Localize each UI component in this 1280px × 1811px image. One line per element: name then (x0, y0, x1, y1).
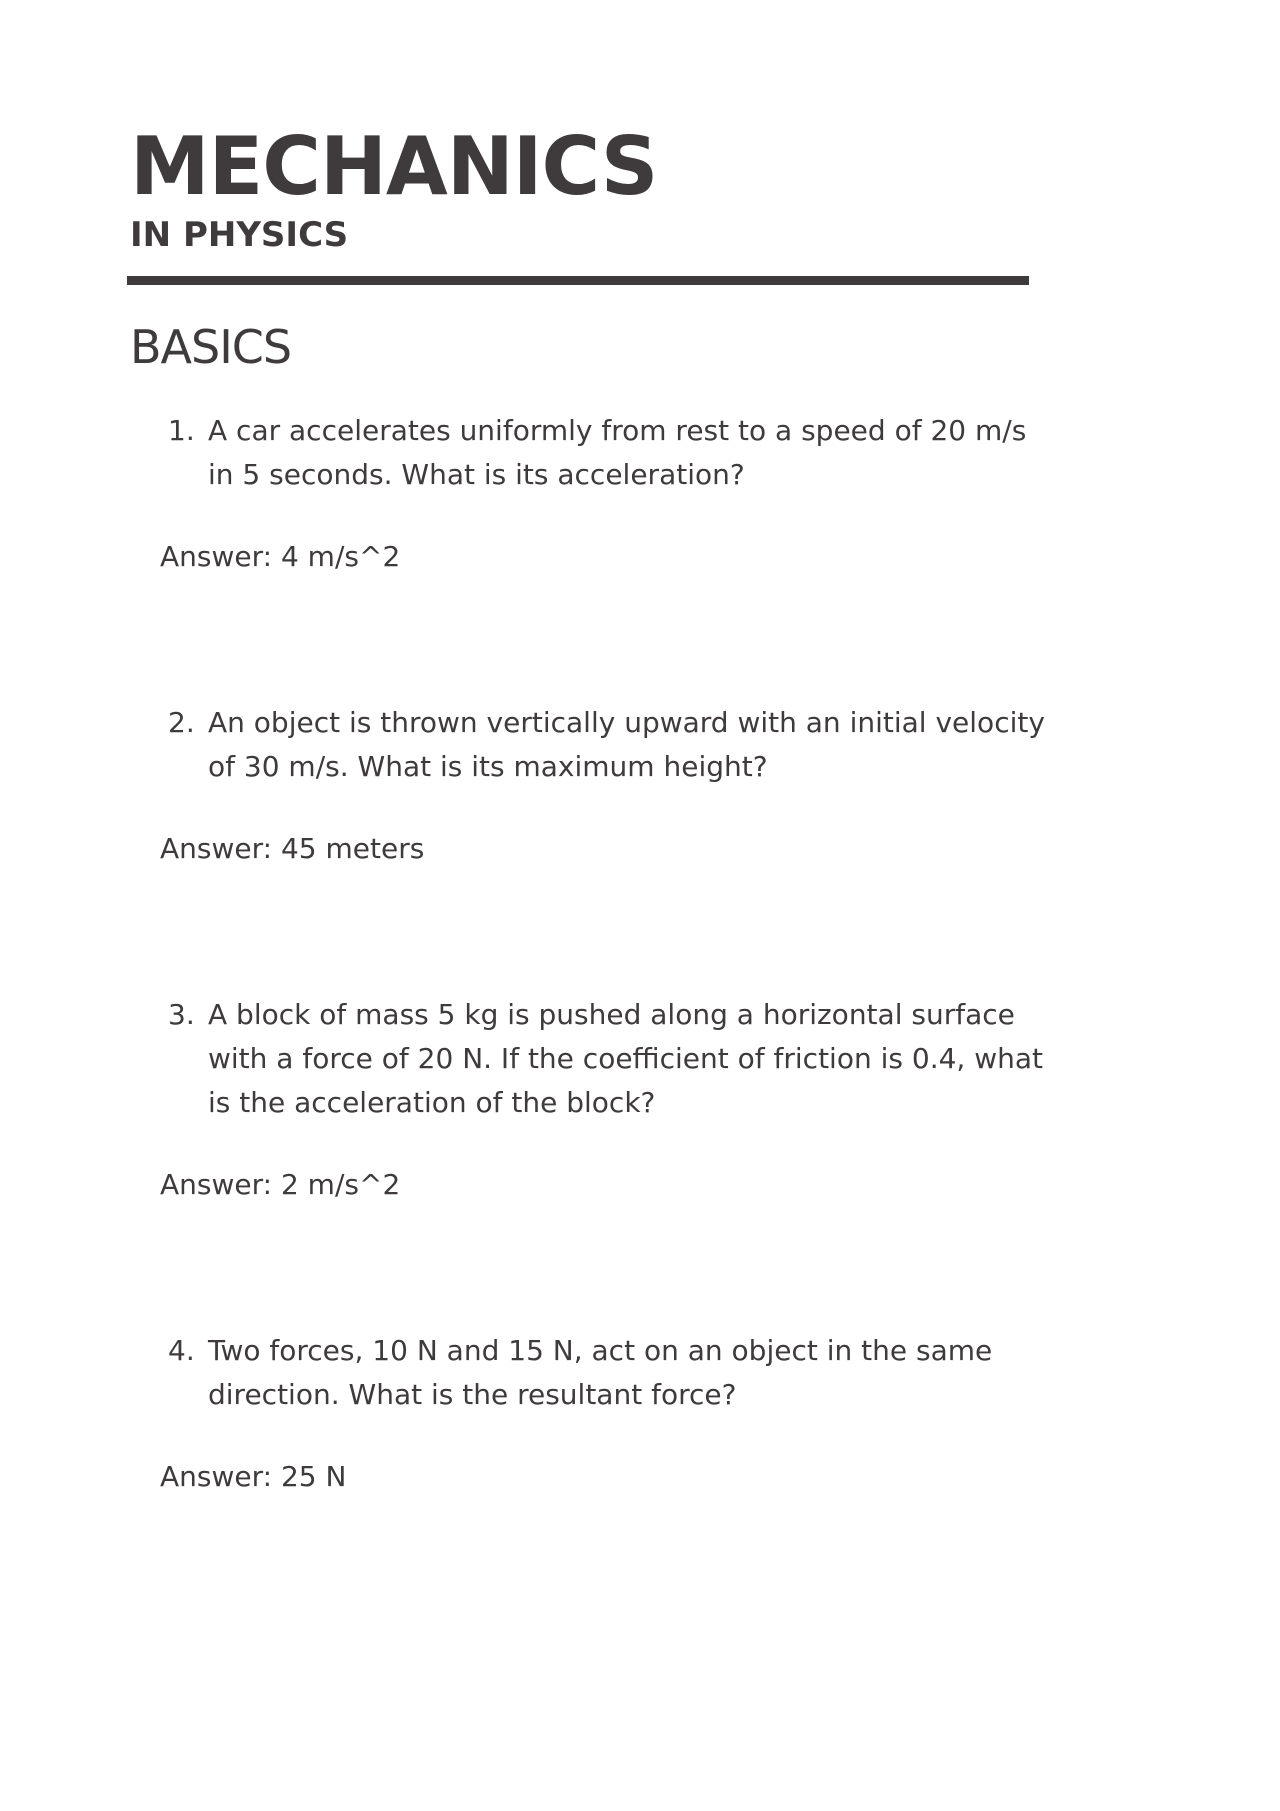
question-number: 1. (168, 414, 195, 447)
answer-2: Answer: 45 meters (160, 832, 425, 865)
question-1 (168, 409, 1048, 497)
question-number: 2. (168, 706, 195, 739)
page-subtitle: IN PHYSICS (130, 215, 349, 255)
answer-1: Answer: 4 m/s^2 (160, 540, 401, 573)
section-heading: BASICS (130, 320, 292, 374)
page-title: MECHANICS (130, 120, 658, 213)
question-2 (168, 701, 1048, 789)
title-divider (127, 276, 1029, 285)
question-number: 3. (168, 998, 195, 1031)
question-text: A car accelerates uniformly from rest to a speed of 20 m/s in 5 seconds. What is its acceleration? (208, 414, 1027, 491)
question-4 (168, 1329, 1048, 1417)
answer-4: Answer: 25 N (160, 1460, 347, 1493)
question-text: Two forces, 10 N and 15 N, act on an object in the same direction. What is the resultant force? (208, 1334, 993, 1411)
question-number: 4. (168, 1334, 195, 1367)
question-text: A block of mass 5 kg is pushed along a horizontal surface with a force of 20 N. If the coefficient of friction is 0.4, what is the acceleration of the block? (208, 998, 1043, 1119)
answer-3: Answer: 2 m/s^2 (160, 1168, 401, 1201)
question-text: An object is thrown vertically upward with an initial velocity of 30 m/s. What is its maximum height? (208, 706, 1045, 783)
question-3 (168, 993, 1048, 1125)
